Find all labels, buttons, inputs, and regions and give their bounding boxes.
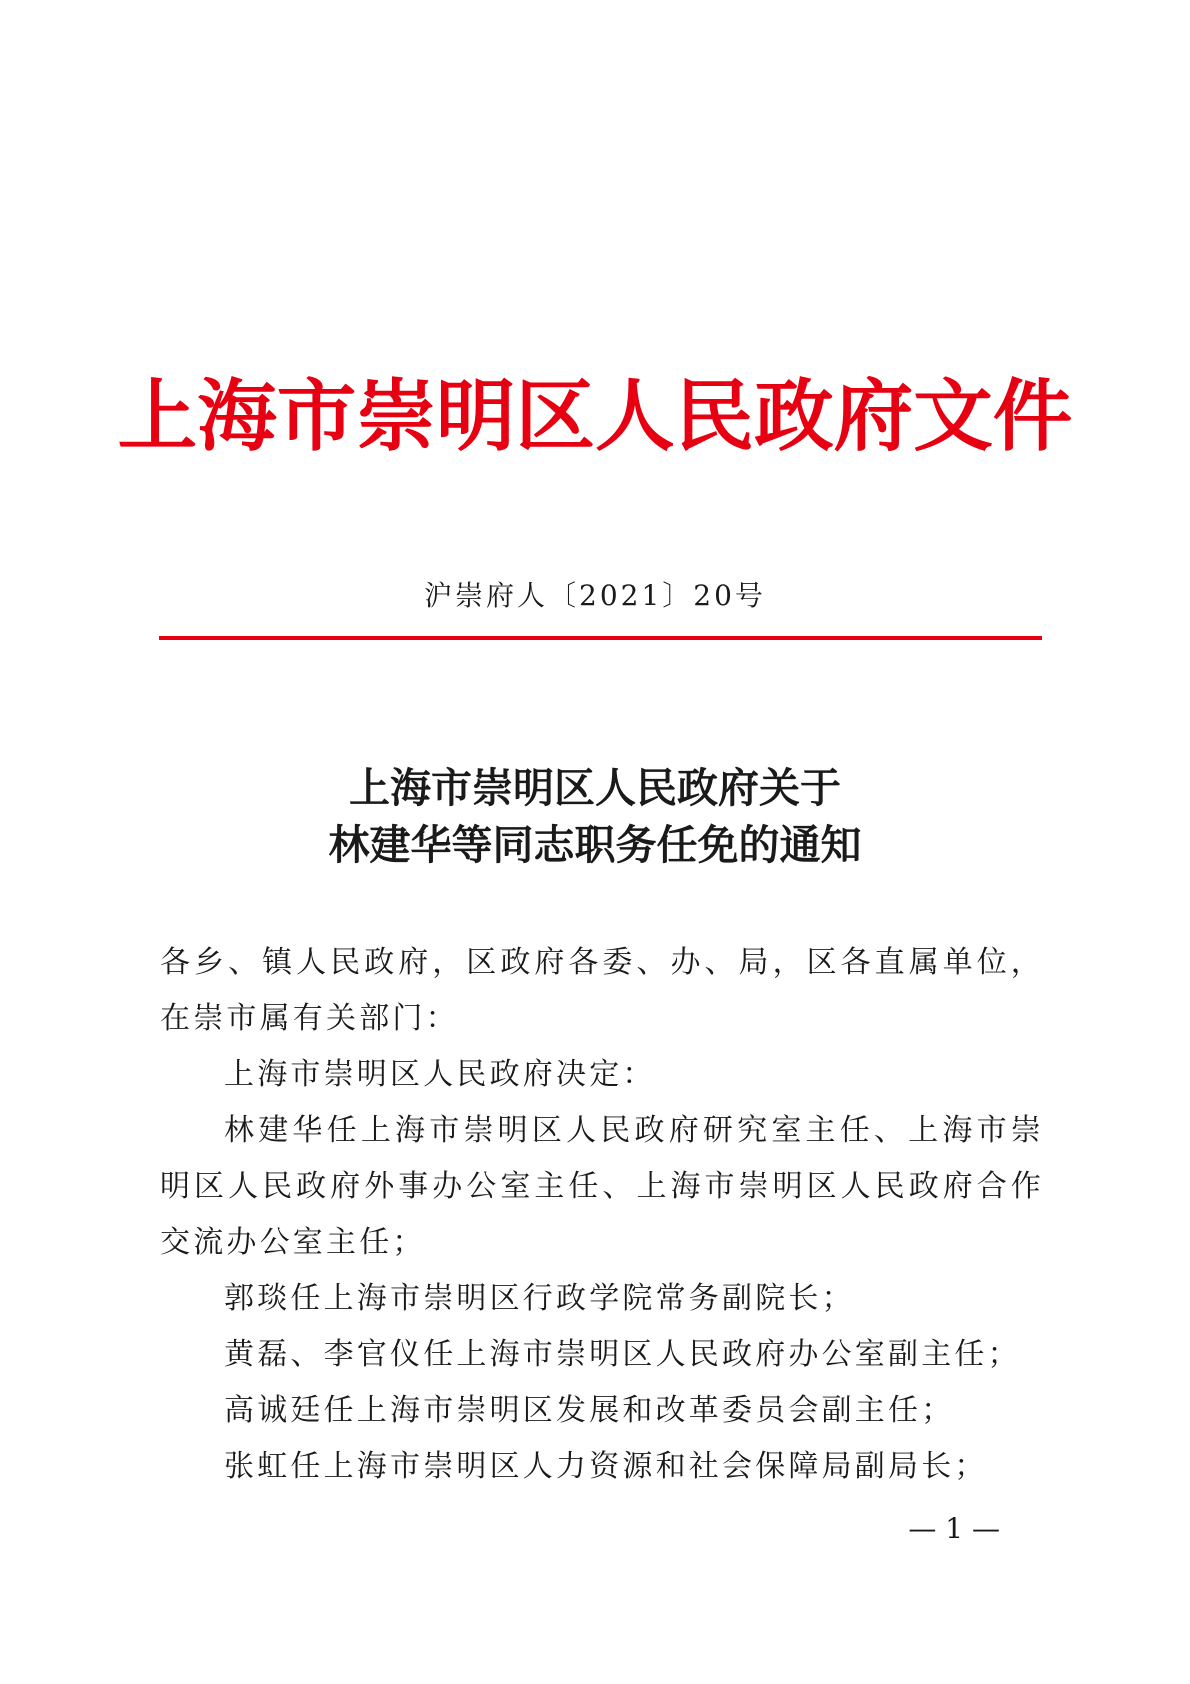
issuer-header-title: 上海市崇明区人民政府文件	[117, 371, 1073, 462]
notice-title	[0, 760, 1190, 874]
notice-title-line-2: 林建华等同志职务任免的通知	[328, 821, 862, 869]
red-divider-line	[159, 636, 1042, 640]
decision-paragraph: 上海市崇明区人民政府决定：	[224, 1057, 656, 1092]
appointment-paragraph: 张虹任上海市崇明区人力资源和社会保障局副局长；	[224, 1449, 988, 1484]
notice-title-line-1: 上海市崇明区人民政府关于	[349, 764, 841, 812]
appointment-paragraph: 高诚廷任上海市崇明区发展和改革委员会副主任；	[224, 1393, 955, 1428]
appointment-paragraph: 林建华任上海市崇明区人民政府研究室主任、上海市崇明区人民政府外事办公室主任、上海市崇明区人民政府合作交流办公室主任；	[160, 1113, 1044, 1260]
appointment-paragraph: 黄磊、李官仪任上海市崇明区人民政府办公室副主任；	[224, 1337, 1021, 1372]
addressee-paragraph: 各乡、镇人民政府，区政府各委、办、局，区各直属单位，在崇市属有关部门：	[160, 945, 1044, 1036]
document-number: 沪崇府人〔2021〕20号	[424, 579, 766, 612]
page-number: — 1 —	[908, 1512, 1000, 1545]
notice-body	[160, 935, 1044, 1495]
appointment-paragraph: 郭琰任上海市崇明区行政学院常务副院长；	[224, 1281, 855, 1316]
